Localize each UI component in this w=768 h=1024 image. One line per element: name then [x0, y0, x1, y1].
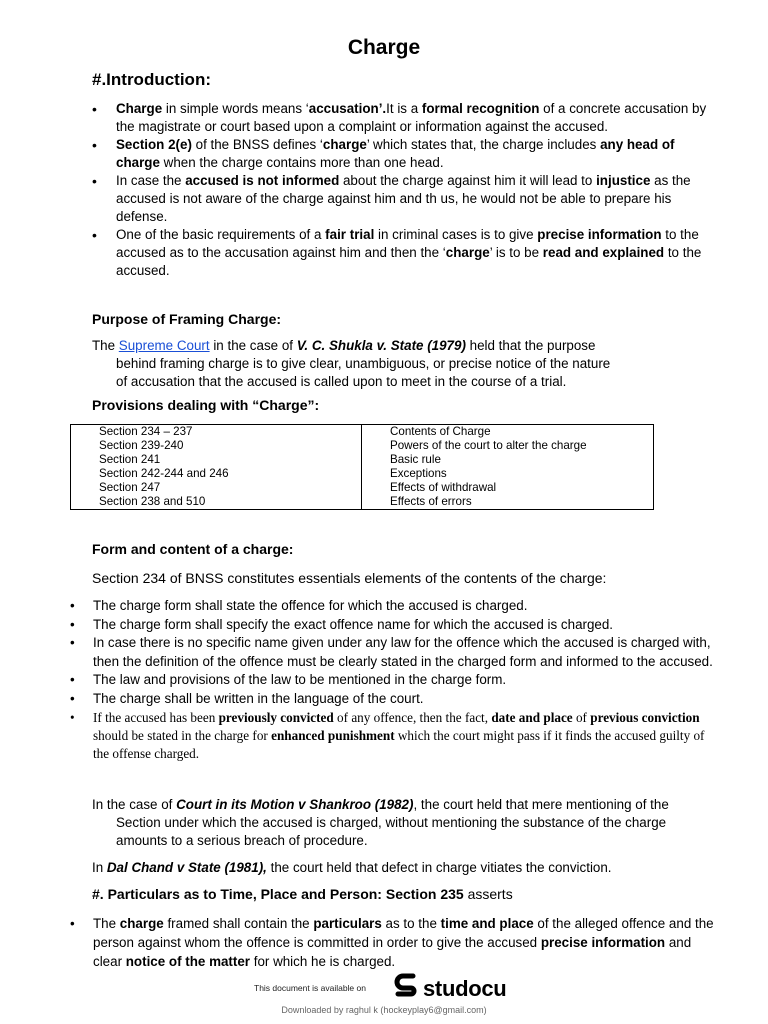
- bold-term: enhanced punishment: [271, 727, 395, 743]
- provisions-heading: Provisions dealing with “Charge”:: [92, 397, 320, 413]
- text-run: framed shall contain the: [163, 916, 314, 931]
- provision-subject-cell: Powers of the court to alter the charge: [362, 439, 654, 453]
- bold-term: charge: [119, 916, 164, 931]
- text-run: which the court might pass if it finds the accused guilty of the offense charged.: [93, 727, 705, 762]
- form-bullet: [70, 671, 720, 690]
- provision-section-cell: Section 239-240: [71, 439, 362, 453]
- provision-subject-cell: Effects of errors: [362, 495, 654, 510]
- text-run: of any offence, then the fact,: [333, 709, 492, 725]
- provision-section-cell: Section 242-244 and 246: [71, 467, 362, 481]
- case-shankroo-line-3: [92, 832, 722, 850]
- introduction-list: [92, 100, 714, 280]
- text-run: about the charge against him it will lead to: [339, 173, 597, 188]
- provision-section-cell: Section 238 and 510: [71, 495, 362, 510]
- text-run: Section under which the accused is charged, without mentioning the substance of the charge: [116, 815, 667, 830]
- text-run: The law and provisions of the law to be mentioned in the charge form.: [93, 672, 507, 688]
- text-run: In case there is no specific name given under any law for the offence which the accused is charged with, then the definition of the offence must be clearly stated in the charged form and informed to the accused.: [93, 635, 713, 669]
- bold-term: read and explained: [542, 245, 665, 260]
- provisions-row: [71, 481, 654, 495]
- introduction-bullet: [92, 226, 714, 280]
- case-name: Dal Chand v State (1981),: [106, 860, 267, 875]
- text-run: It is a: [386, 101, 422, 116]
- bold-term: charge: [322, 137, 367, 152]
- case-name: V. C. Shukla v. State (1979): [296, 338, 466, 353]
- studocu-brand-text: studocu: [423, 975, 507, 1001]
- provisions-row: [71, 425, 654, 440]
- text-run: The: [93, 916, 120, 931]
- provisions-row: [71, 439, 654, 453]
- form-bullet-previous-conviction: [70, 709, 720, 764]
- bold-term: any head of charge: [116, 137, 675, 170]
- purpose-line-3: of accusation that the accused is called upon to meet in the course of a trial.: [116, 374, 567, 389]
- text-run: held that the purpose: [465, 338, 596, 353]
- purpose-line-1: [92, 338, 595, 353]
- purpose-heading: Purpose of Framing Charge:: [92, 311, 282, 327]
- text-run: The: [92, 338, 119, 353]
- bold-term: notice of the matter: [125, 954, 250, 969]
- provision-subject-cell: Exceptions: [362, 467, 654, 481]
- form-bullet: [70, 634, 720, 671]
- provisions-row: [71, 467, 654, 481]
- bold-term: particulars: [313, 916, 382, 931]
- text-run: In: [92, 860, 107, 875]
- studocu-logo-link[interactable]: [394, 973, 506, 1004]
- text-run: the court held that defect in charge vitiates the conviction.: [266, 860, 612, 875]
- text-run: of the BNSS defines ‘: [191, 137, 323, 152]
- text-run: of: [572, 709, 591, 725]
- text-run: as to the: [381, 916, 441, 931]
- text-run: The charge form shall specify the exact offence name for which the accused is charged.: [93, 616, 614, 632]
- form-bullet: [70, 690, 720, 709]
- text-run: should be stated in the charge for: [93, 727, 272, 743]
- text-run: ’ which states that, the charge includes: [366, 137, 601, 152]
- purpose-line-2: behind framing charge is to give clear, unambiguous, or precise notice of the nature: [116, 356, 611, 371]
- text-run: amounts to a serious breach of procedure.: [116, 833, 368, 848]
- case-shankroo-line-2: [92, 814, 722, 832]
- bold-term: precise information: [540, 935, 666, 950]
- bold-term: previously convicted: [218, 709, 334, 725]
- text-run: in criminal cases is to give: [374, 227, 538, 242]
- text-run: of a concrete accusation by the magistrate or court based upon a complaint or information against the accused.: [116, 101, 707, 134]
- provisions-row: [71, 453, 654, 467]
- case-name: Court in its Motion v Shankroo (1982): [176, 797, 414, 812]
- case-shankroo-line-1: [92, 797, 669, 812]
- footer-availability-text: This document is available on: [254, 983, 366, 993]
- text-run: in the case of: [209, 338, 297, 353]
- text-run: in simple words means ‘: [162, 101, 309, 116]
- bold-term: date and place: [491, 709, 573, 725]
- introduction-bullet: [92, 172, 714, 226]
- particulars-heading: [92, 885, 722, 903]
- bold-term: fair trial: [325, 227, 375, 242]
- text-run: to the accused.: [116, 245, 702, 278]
- text-run: to the accused as to the accusation against him and then the ‘: [116, 227, 699, 260]
- provision-section-cell: Section 241: [71, 453, 362, 467]
- particulars-bullet: [70, 914, 720, 971]
- text-run: In case the: [116, 173, 186, 188]
- introduction-bullet: [92, 100, 714, 136]
- purpose-paragraph: [92, 337, 722, 391]
- provisions-row: [71, 495, 654, 510]
- form-lead: Section 234 of BNSS constitutes essentials elements of the contents of the charge:: [92, 570, 607, 586]
- introduction-bullet: [92, 136, 714, 172]
- particulars-list: [70, 914, 720, 971]
- document-title: Charge: [347, 36, 421, 59]
- form-bullet: [70, 597, 720, 616]
- text-run: In the case of: [92, 797, 177, 812]
- supreme-court-link[interactable]: Supreme Court: [118, 338, 210, 353]
- bold-term: accusation’.: [308, 101, 387, 116]
- text-run: for which he is charged.: [250, 954, 396, 969]
- provision-subject-cell: Effects of withdrawal: [362, 481, 654, 495]
- bold-term: time and place: [440, 916, 534, 931]
- provision-section-cell: Section 247: [71, 481, 362, 495]
- introduction-heading: #.Introduction:: [92, 70, 211, 89]
- particulars-heading-rest: asserts: [463, 886, 513, 902]
- text-run: as the accused is not aware of the charge against him and th us, he would not be able to prepare his defense.: [116, 173, 691, 224]
- studocu-s-logo-icon: [394, 973, 420, 1004]
- text-run: The charge form shall state the offence for which the accused is charged.: [93, 598, 528, 613]
- text-run: The charge shall be written in the language of the court.: [93, 690, 424, 706]
- bold-term: precise information: [537, 227, 662, 242]
- text-run: , the court held that mere mentioning of the: [413, 797, 669, 812]
- form-content-list: [70, 597, 720, 764]
- particulars-heading-bold: #. Particulars as to Time, Place and Person: Section 235: [92, 886, 464, 902]
- bold-term: formal recognition: [421, 101, 540, 116]
- bold-term: Charge: [116, 101, 163, 116]
- form-heading: Form and content of a charge:: [92, 541, 294, 557]
- bold-term: previous conviction: [590, 709, 700, 725]
- text-run: ’ is to be: [489, 245, 543, 260]
- bold-term: Section 2(e): [116, 137, 192, 152]
- text-run: of the alleged offence and the person against whom the offence is committed in order to give the accused: [93, 916, 714, 950]
- text-run: and clear: [93, 935, 692, 969]
- case-dal-chand-paragraph: [92, 859, 722, 877]
- case-shankroo-paragraph: [92, 796, 722, 850]
- bold-term: accused is not informed: [185, 173, 340, 188]
- provision-section-cell: Section 234 – 237: [71, 425, 362, 440]
- text-run: One of the basic requirements of a: [116, 227, 326, 242]
- text-run: If the accused has been: [93, 709, 219, 725]
- provision-subject-cell: Basic rule: [362, 453, 654, 467]
- bold-term: injustice: [596, 173, 651, 188]
- bold-term: charge: [445, 245, 490, 260]
- provision-subject-cell: Contents of Charge: [362, 425, 654, 440]
- form-bullet: [70, 616, 720, 635]
- text-run: when the charge contains more than one head.: [159, 155, 444, 170]
- provisions-table: [70, 424, 654, 510]
- downloaded-by-text: Downloaded by raghul k (hockeyplay6@gmail.com): [281, 1005, 487, 1015]
